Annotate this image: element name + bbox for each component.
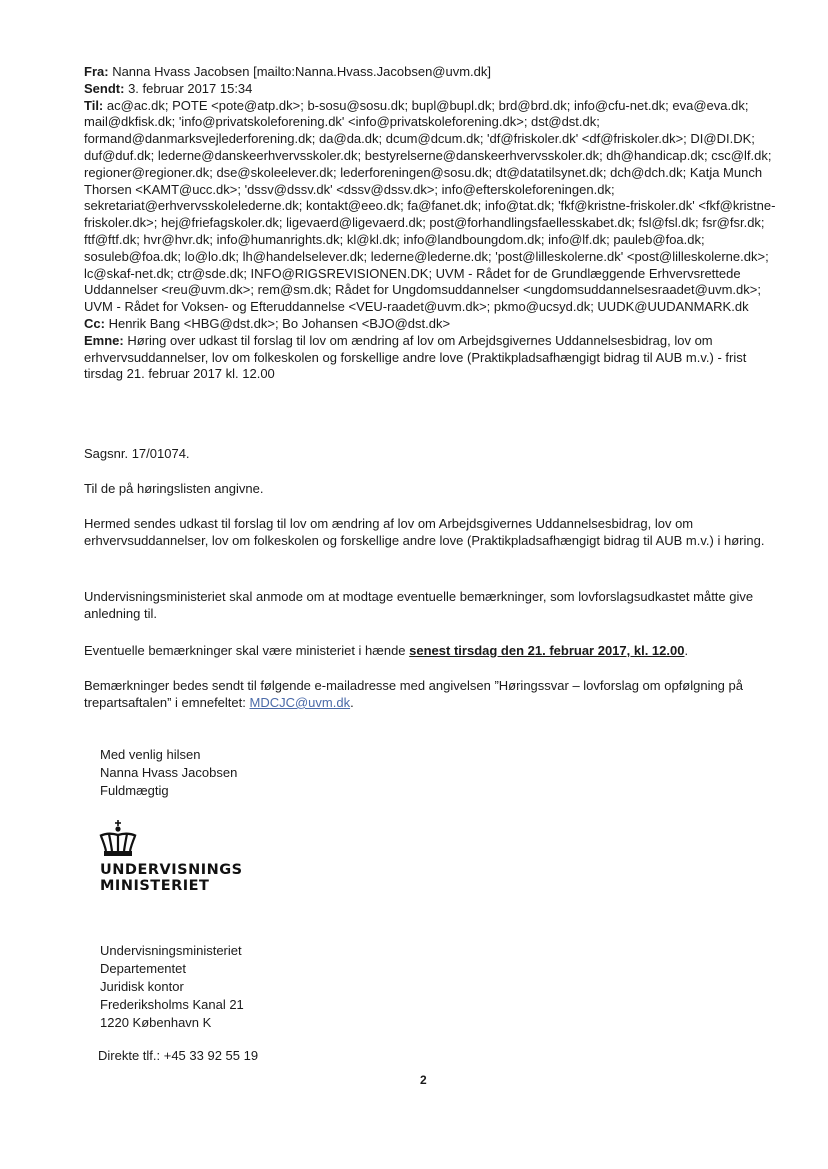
cc-label: Cc: — [84, 315, 105, 331]
direct-phone: Direkte tlf.: +45 33 92 55 19 — [98, 1048, 259, 1063]
email-header — [84, 64, 784, 383]
to-line — [84, 98, 784, 316]
sent-label: Sendt: — [84, 80, 125, 96]
from-label: Fra: — [84, 64, 109, 79]
to-label: Til: — [84, 97, 104, 113]
reply-instructions: Bemærkninger bedes sendt til følgende e-mailadresse med angivelsen ”Høringssvar – lovforslag om opfølgning på trepartsaftalen” i emnefeltet: — [84, 678, 743, 710]
address-org: Undervisningsministeriet — [100, 943, 242, 958]
logo-line-2: MINISTERIET — [100, 878, 210, 894]
address-city: 1220 København K — [100, 1015, 212, 1030]
body-paragraph-2: Undervisningsministeriet skal anmode om at modtage eventuelle bemærkninger, som lovforslagsudkastet måtte give anledning til. — [84, 589, 754, 621]
from-line — [84, 64, 784, 81]
deadline-text: senest tirsdag den 21. februar 2017, kl. 12.00 — [409, 643, 685, 658]
deadline-end: . — [684, 643, 689, 658]
subject-value: Høring over udkast til forslag til lov om ændring af lov om Arbejdsgivernes Uddannelsesbidrag, lov om erhvervsuddannelser, lov om folkeskolen og forskellige andre love (Praktikpladsafhængigt bidrag til AUB m.v.) - frist tirsdag 21. februar 2017 kl. 12.00 — [84, 332, 747, 382]
address-street: Frederiksholms Kanal 21 — [100, 997, 244, 1012]
cc-value: Henrik Bang <HBG@dst.dk>; Bo Johansen <BJO@dst.dk> — [108, 315, 451, 331]
address-office: Juridisk kontor — [100, 979, 184, 994]
cc-line — [84, 316, 784, 333]
sent-value: 3. februar 2017 15:34 — [128, 80, 253, 96]
deadline-intro: Eventuelle bemærkninger skal være ministeriet i hænde — [84, 643, 410, 658]
signer-name: Nanna Hvass Jacobsen — [100, 765, 238, 780]
logo-wordmark — [100, 862, 243, 894]
subject-line — [84, 333, 784, 383]
to-value: ac@ac.dk; POTE <pote@atp.dk>; b-sosu@sosu.dk; bupl@bupl.dk; brd@brd.dk; info@cfu-net.dk; eva@eva.dk; mail@dkfisk.dk; 'info@privatskoleforening.dk' <info@privatskoleforening.dk>; dst@dst.dk; formand@danmarksvejlederforening.dk; da@da.dk; dcum@dcum.dk; 'df@friskoler.dk' <df@friskoler.dk>; DI@DI.DK; duf@duf.dk; lederne@danskeerhvervsskoler.dk; bestyrelserne@danskeerhvervsskoler.dk; dh@handicap.dk; csc@lf.dk; regioner@regioner.dk; dse@skoleelever.dk; lederforeningen@sosu.dk; dt@datatilsynet.dk; dch@dch.dk; Katja Munch Thorsen <KAMT@ucc.dk>; 'dssv@dssv.dk' <dssv@dssv.dk>; info@efterskoleforeningen.dk; sekretariat@erhvervsskolelederne.dk; kontakt@eeo.dk; fa@fanet.dk; info@tat.dk; 'fkf@kristne-friskoler.dk' <fkf@kristne-friskoler.dk>; hej@friefagskoler.dk; ligevaerd@ligevaerd.dk; post@forhandlingsfaellesskabet.dk; fsl@fsl.dk; fsr@fsr.dk; ftf@ftf.dk; hvr@hvr.dk; info@humanrights.dk; kl@kl.dk; info@landboungdom.dk; info@lf.dk; pauleb@foa.dk; sosuleb@foa.dk; lo@lo.dk; lh@handelselever.dk; lederne@lederne.dk; 'post@lilleskolerne.dk' <post@lilleskolerne.dk>; lc@skaf-net.dk; ctr@sde.dk; INFO@RIGSREVISIONEN.DK; UVM - Rådet for de Grundlæggende Erhvervsrettede Uddannelser <reu@uvm.dk>; rem@sm.dk; Rådet for Ungdomsuddannelser <ungdomsuddannelsesraadet@uvm.dk>; UVM - Rådet for Voksen- og Efteruddannelse <VEU-raadet@uvm.dk>; pkmo@ucsyd.dk; UUDK@UUDANMARK.dk — [84, 97, 776, 315]
page-number: 2 — [420, 1073, 427, 1087]
ministry-logo — [96, 820, 296, 900]
reply-end: . — [350, 694, 354, 710]
crown-icon — [96, 820, 140, 860]
address-dept: Departementet — [100, 961, 186, 976]
body-paragraph-4 — [84, 678, 784, 712]
sent-line — [84, 81, 784, 98]
body-paragraph-3 — [84, 643, 784, 660]
signature-block — [100, 746, 237, 800]
greeting: Til de på høringslisten angivne. — [84, 481, 264, 496]
from-value: Nanna Hvass Jacobsen [mailto:Nanna.Hvass.Jacobsen@uvm.dk] — [112, 64, 492, 79]
signer-title: Fuldmægtig — [100, 783, 169, 798]
reply-email-link[interactable]: MDCJC@uvm.dk — [249, 694, 351, 710]
body-paragraph-1: Hermed sendes udkast til forslag til lov om ændring af lov om Arbejdsgivernes Uddannelsesbidrag, lov om erhvervsuddannelser, lov om folkeskolen og forskellige andre love (Praktikpladsafhængigt bidrag til AUB m.v.) i høring. — [84, 516, 765, 548]
closing: Med venlig hilsen — [100, 747, 201, 762]
address-block — [100, 942, 244, 1032]
case-number: Sagsnr. 17/01074. — [84, 446, 190, 461]
subject-label: Emne: — [84, 332, 124, 348]
logo-line-1: UNDERVISNINGS — [100, 862, 243, 878]
